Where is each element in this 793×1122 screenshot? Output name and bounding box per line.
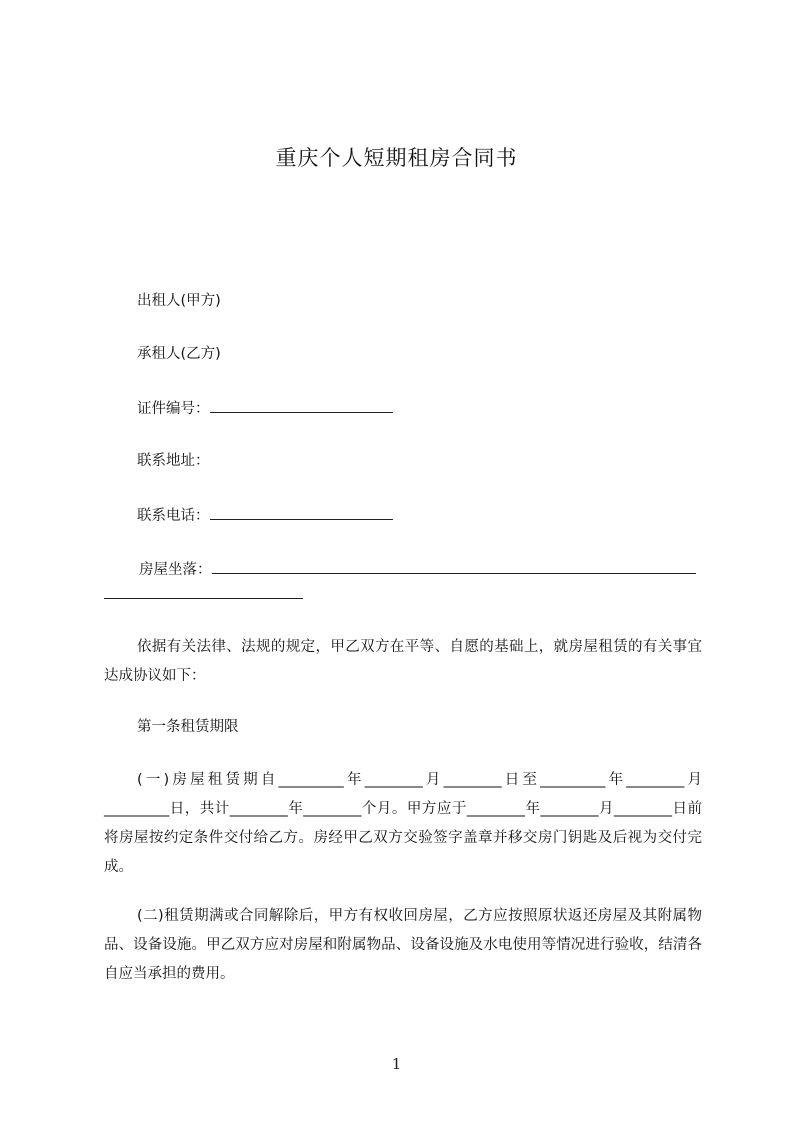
- article1-clause2: (二)租赁期满或合同解除后，甲方有权收回房屋，乙方应按照原状返还房屋及其附属物品、设备设施。甲乙双方应对房屋和附属物品、设备设施及水电使用等情况进行验收，结清各自应当承担的费用。: [104, 908, 702, 982]
- field-lessee: 承租人(乙方): [137, 346, 221, 362]
- id-number-blank[interactable]: [210, 398, 393, 413]
- field-phone: [137, 505, 393, 525]
- field-lessor: 出租人(甲方): [137, 293, 221, 309]
- page-number: 1: [391, 1055, 402, 1073]
- phone-blank[interactable]: [210, 505, 393, 520]
- article1-clause1: (一)房屋租赁期自_________年________月________日至_________年________月_________日，共计________年________个月。甲方应于________年________月________日前将房屋按约定条件交付给乙方。房经甲乙双方交验签字盖章并移交房门钥匙及后视为交付完成。: [104, 772, 702, 875]
- field-address: 联系地址：: [137, 453, 210, 469]
- location-blank[interactable]: [212, 559, 696, 574]
- field-location: [139, 559, 696, 579]
- article1-heading: 第一条租赁期限: [137, 719, 239, 735]
- location-blank-continuation[interactable]: [104, 598, 303, 599]
- document-title: 重庆个人短期租房合同书: [275, 146, 518, 170]
- field-location-label: 房屋坐落：: [139, 562, 212, 578]
- field-id-number: [137, 398, 393, 418]
- field-phone-label: 联系电话：: [137, 508, 210, 524]
- field-id-number-label: 证件编号：: [137, 401, 210, 417]
- intro-paragraph: 依据有关法律、法规的规定，甲乙双方在平等、自愿的基础上，就房屋租赁的有关事宜达成协议如下：: [104, 639, 702, 684]
